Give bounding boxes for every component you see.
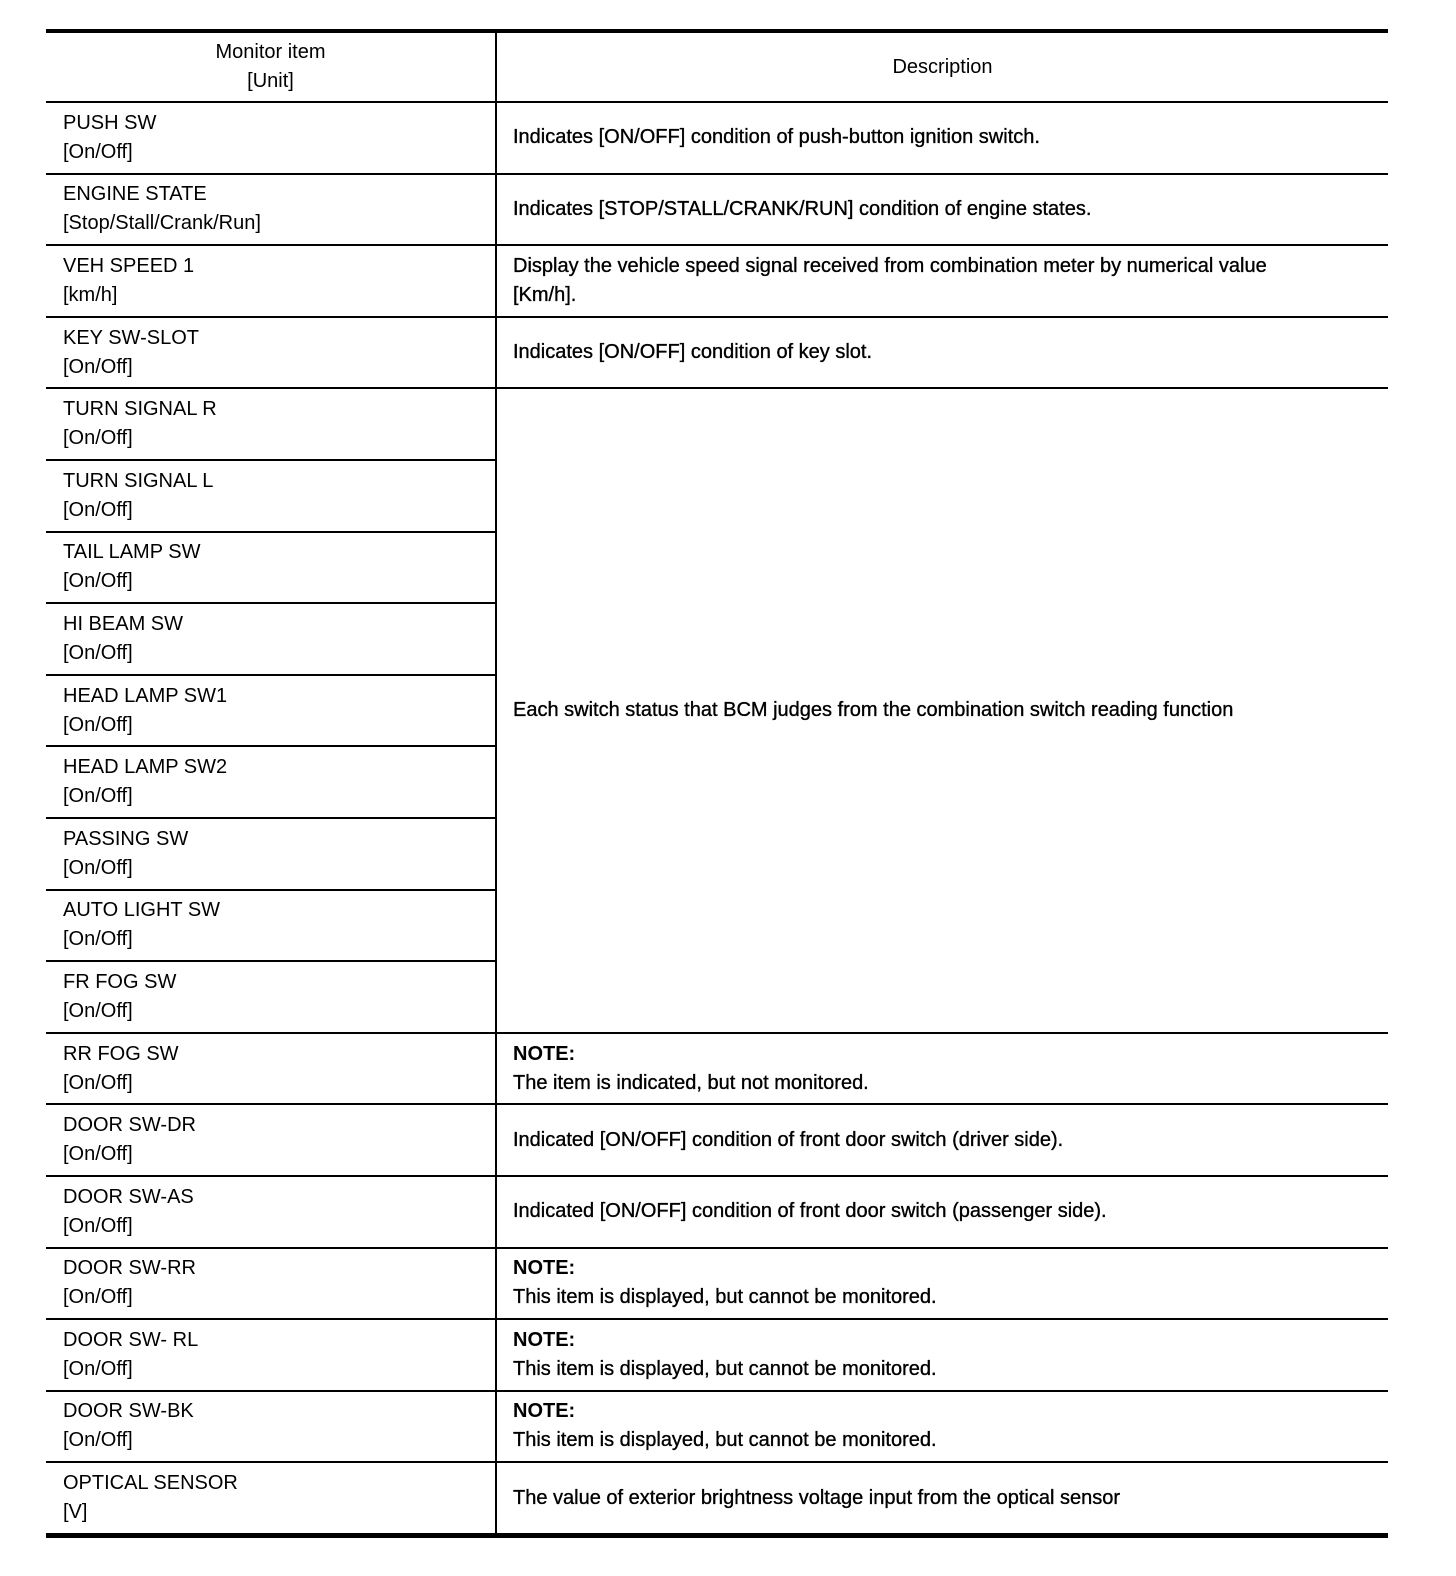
monitor-item-unit: [On/Off] [63,140,133,163]
note-label: NOTE: [513,1257,576,1280]
description-cell [496,1391,1388,1463]
monitor-item-unit: [On/Off] [63,785,133,808]
monitor-item-table [46,29,1388,1538]
table-row [46,1391,1388,1463]
monitor-item-cell [46,1391,496,1463]
monitor-item-cell [46,1033,496,1105]
monitor-item-cell [46,603,496,675]
description-cell [496,102,1388,174]
monitor-item-unit: [On/Off] [63,928,133,951]
table-row [46,1248,1388,1320]
monitor-item-cell [46,245,496,317]
monitor-item-cell [46,388,496,460]
monitor-item-name: VEH SPEED 1 [63,254,195,277]
monitor-item-cell [46,460,496,532]
monitor-item-unit: [On/Off] [63,1214,133,1237]
monitor-item-name: FR FOG SW [63,970,177,993]
monitor-item-name: TAIL LAMP SW [63,541,201,564]
description-text: Each switch status that BCM judges from the combination switch reading function [513,699,1234,722]
monitor-item-cell [46,818,496,890]
monitor-item-name: ENGINE STATE [63,183,207,206]
monitor-item-cell [46,746,496,818]
table-row [46,388,1388,460]
table-header-row [46,31,1388,102]
table-row [46,1176,1388,1248]
note-label: NOTE: [513,1042,576,1065]
monitor-item-unit: [On/Off] [63,570,133,593]
table-row [46,1033,1388,1105]
monitor-item-cell [46,1176,496,1248]
description-text: Indicated [ON/OFF] condition of front door switch (passenger side). [513,1200,1107,1223]
table-row [46,1104,1388,1176]
table-row [46,1462,1388,1535]
monitor-item-unit: [On/Off] [63,1143,133,1166]
table-row [46,102,1388,174]
description-text: This item is displayed, but cannot be monitored. [513,1357,937,1380]
description-text: The item is indicated, but not monitored. [513,1071,869,1094]
description-cell [496,1462,1388,1535]
monitor-item-cell [46,532,496,604]
table-row [46,317,1388,389]
monitor-item-name: HEAD LAMP SW1 [63,684,228,707]
monitor-item-name: DOOR SW-RR [63,1257,196,1280]
description-text: [Km/h]. [513,283,577,306]
monitor-item-name: HI BEAM SW [63,612,184,635]
monitor-item-unit: [On/Off] [63,999,133,1022]
description-text: This item is displayed, but cannot be monitored. [513,1429,937,1452]
monitor-item-unit: [On/Off] [63,713,133,736]
monitor-item-name: PASSING SW [63,827,189,850]
description-cell [496,1319,1388,1391]
monitor-item-cell [46,102,496,174]
description-cell [496,174,1388,246]
monitor-item-cell [46,675,496,747]
monitor-item-unit: [On/Off] [63,641,133,664]
monitor-item-unit: [On/Off] [63,498,133,521]
description-text: Indicates [ON/OFF] condition of key slot. [513,341,873,364]
monitor-item-name: DOOR SW-AS [63,1185,194,1208]
monitor-item-cell [46,1319,496,1391]
monitor-item-name: DOOR SW-DR [63,1114,196,1137]
monitor-item-name: PUSH SW [63,111,157,134]
monitor-item-cell [46,961,496,1033]
monitor-item-name: OPTICAL SENSOR [63,1472,238,1495]
monitor-item-unit: [On/Off] [63,1286,133,1309]
header-description: Description [496,31,1388,102]
header-monitor-item [46,31,496,102]
description-text: Display the vehicle speed signal received from combination meter by numerical value [513,254,1267,277]
monitor-item-name: TURN SIGNAL R [63,398,217,421]
description-text: Indicated [ON/OFF] condition of front door switch (driver side). [513,1128,1064,1151]
description-text: Indicates [ON/OFF] condition of push-button ignition switch. [513,126,1040,149]
monitor-item-name: AUTO LIGHT SW [63,899,221,922]
monitor-item-unit: [km/h] [63,283,118,306]
monitor-item-unit: [On/Off] [63,427,133,450]
monitor-item-name: DOOR SW-BK [63,1400,194,1423]
monitor-item-cell [46,174,496,246]
monitor-item-name: TURN SIGNAL L [63,469,214,492]
monitor-item-unit: [On/Off] [63,355,133,378]
note-label: NOTE: [513,1328,576,1351]
monitor-item-cell [46,317,496,389]
monitor-item-cell [46,1248,496,1320]
description-cell [496,1248,1388,1320]
monitor-item-unit: [On/Off] [63,1357,133,1380]
monitor-item-cell [46,1462,496,1535]
monitor-item-cell [46,1104,496,1176]
description-cell [496,1033,1388,1105]
description-cell [496,1176,1388,1248]
header-unit-label: [Unit] [247,70,294,92]
description-cell [496,317,1388,389]
monitor-item-unit: [On/Off] [63,1429,133,1452]
monitor-item-unit: [V] [63,1501,88,1524]
monitor-item-name: DOOR SW- RL [63,1328,199,1351]
monitor-item-unit: [On/Off] [63,1071,133,1094]
monitor-item-unit: [On/Off] [63,856,133,879]
monitor-item-name: HEAD LAMP SW2 [63,756,228,779]
description-cell [496,1104,1388,1176]
monitor-item-name: RR FOG SW [63,1042,179,1065]
monitor-item-unit: [Stop/Stall/Crank/Run] [63,212,261,235]
description-cell [496,245,1388,317]
table-row [46,245,1388,317]
monitor-item-name: KEY SW-SLOT [63,326,199,349]
table-row [46,1319,1388,1391]
table-body [46,102,1388,1535]
table-row [46,174,1388,246]
description-text: The value of exterior brightness voltage input from the optical sensor [513,1486,1120,1509]
monitor-item-cell [46,890,496,962]
description-text: This item is displayed, but cannot be monitored. [513,1286,937,1309]
description-cell [496,388,1388,1032]
note-label: NOTE: [513,1400,576,1423]
description-text: Indicates [STOP/STALL/CRANK/RUN] condition of engine states. [513,197,1092,220]
header-monitor-item-label: Monitor item [215,41,326,63]
